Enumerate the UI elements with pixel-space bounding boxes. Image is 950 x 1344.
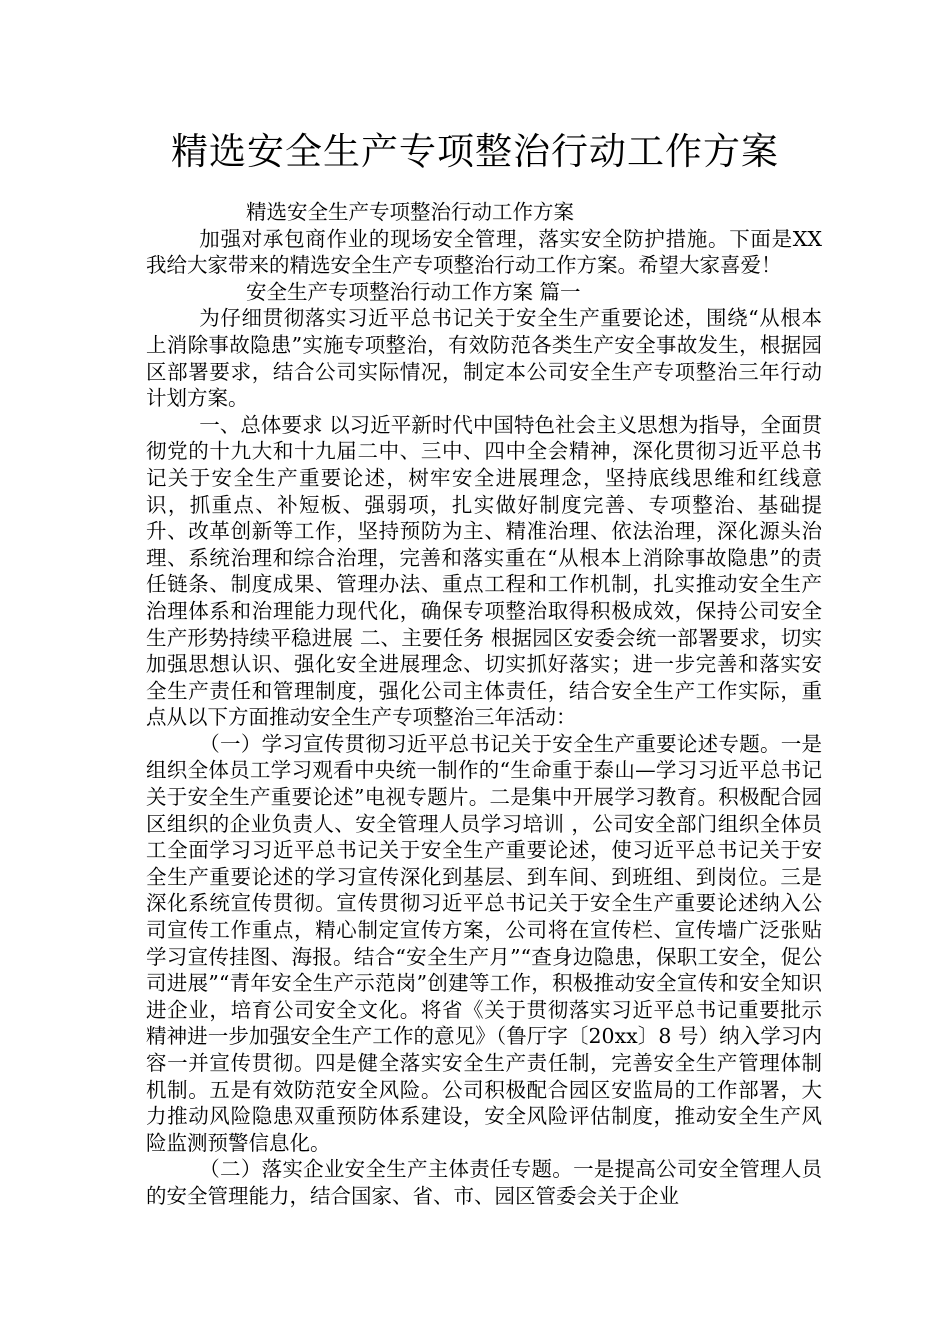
document-title: 精选安全生产专项整治行动工作方案 (171, 130, 779, 173)
intro-paragraph: 加强对承包商作业的现场安全管理，落实安全防护措施。下面是XX我给大家带来的精选安全生产专项整治行动工作方案。希望大家喜爱！ (146, 226, 822, 278)
section-heading: 安全生产专项整治行动工作方案 篇一 (246, 279, 581, 304)
body-paragraph: 为仔细贯彻落实习近平总书记关于安全生产重要论述，围绕“从根本上消除事故隐患”实施专项整治，有效防范各类生产安全事故发生，根据园区部署要求，结合公司实际情况，制定本公司安全生产专项整治三年行动计划方案。 (146, 306, 822, 411)
body-paragraph: 一、总体要求 以习近平新时代中国特色社会主义思想为指导，全面贯彻党的十九大和十九届二中、三中、四中全会精神，深化贯彻习近平总书记关于安全生产重要论述，树牢安全进展理念，坚持底线思维和红线意识，抓重点、补短板、强弱项，扎实做好制度完善、专项整治、基础提升、改革创新等工作，坚持预防为主、精准治理、依法治理，深化源头治理、系统治理和综合治理，完善和落实重在“从根本上消除事故隐患”的责任链条、制度成果、管理办法、重点工程和工作机制，扎实推动安全生产治理体系和治理能力现代化，确保专项整治取得积极成效，保持公司安全生产形势持续平稳进展 二、主要任务 根据园区安委会统一部署要求，切实加强思想认识、强化安全进展理念、切实抓好落实；进一步完善和落实安全生产责任和管理制度，强化公司主体责任，结合安全生产工作实际，重点从以下方面推动安全生产专项整治三年活动： (146, 412, 822, 730)
document-subtitle: 精选安全生产专项整治行动工作方案 (246, 200, 574, 224)
body-paragraph: （一）学习宣传贯彻习近平总书记关于安全生产重要论述专题。一是组织全体员工学习观看中央统一制作的“生命重于泰山—学习习近平总书记关于安全生产重要论述”电视专题片。二是集中开展学习教育。积极配合园区组织的企业负责人、安全管理人员学习培训 ，公司安全部门组织全体员工全面学习习近平总书记关于安全生产重要论述，使习近平总书记关于安全生产重要论述的学习宣传深化到基层、到车间、到班组、到岗位。三是深化系统宣传贯彻。宣传贯彻习近平总书记关于安全生产重要论述纳入公司宣传工作重点，精心制定宣传方案，公司将在宣传栏、宣传墙广泛张贴学习宣传挂图、海报。结合“安全生产月”“查身边隐患，保职工安全，促公司进展”“青年安全生产示范岗”创建等工作，积极推动安全宣传和安全知识进企业，培育公司安全文化。将省《关于贯彻落实习近平总书记重要批示精神进一步加强安全生产工作的意见》（鲁厅字〔20xx〕8 号）纳入学习内容一并宣传贯彻。四是健全落实安全生产责任制，完善安全生产管理体制机制。五是有效防范安全风险。公司积极配合园区安监局的工作部署，大力推动风险隐患双重预防体系建设，安全风险评估制度，推动安全生产风险监测预警信息化。 (146, 731, 822, 1155)
body-paragraph: （二）落实企业安全生产主体责任专题。一是提高公司安全管理人员的安全管理能力，结合国家、省、市、园区管委会关于企业 (146, 1157, 822, 1208)
document-body (146, 199, 822, 1210)
